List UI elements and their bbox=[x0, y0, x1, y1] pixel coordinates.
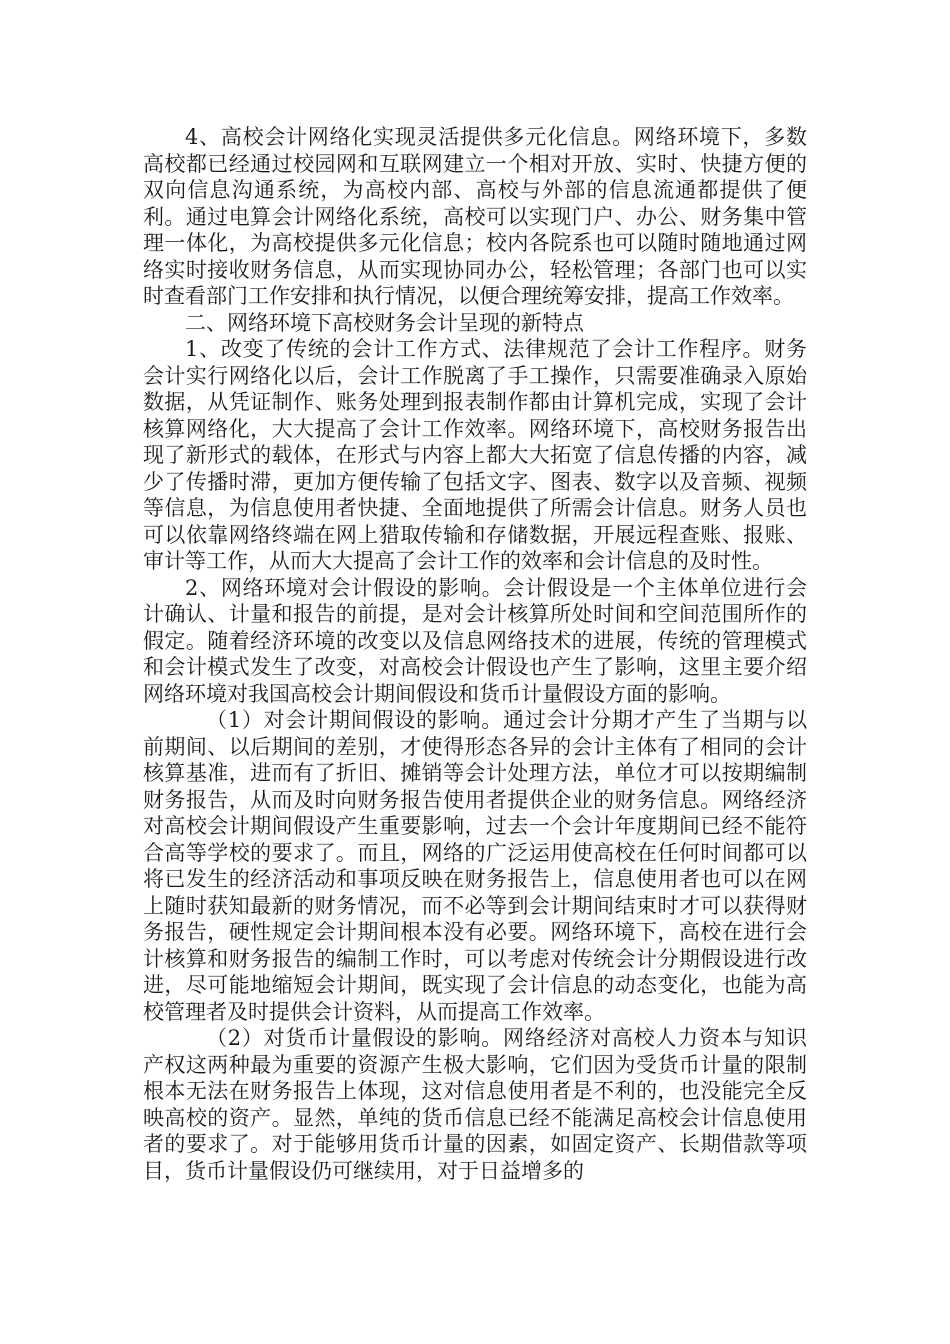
paragraph-accounting-assumption: 2、网络环境对会计假设的影响。会计假设是一个主体单位进行会计确认、计量和报告的前提，是对会计核算所处时间和空间范围所作的假定。随着经济环境的改变以及信息网络技术的进展，传统的管理模式和会计模式发生了改变，对高校会计假设也产生了影响，这里主要介绍网络环境对我国高校会计期间假设和货币计量假设方面的影响。 bbox=[143, 575, 807, 706]
section-heading: 二、网络环境下高校财务会计呈现的新特点 bbox=[185, 310, 584, 335]
document-body bbox=[143, 124, 807, 1184]
paragraph-currency-assumption: （2）对货币计量假设的影响。网络经济对高校人力资本与知识产权这两种最为重要的资源产生极大影响，它们因为受货币计量的限制根本无法在财务报告上体现，这对信息使用者是不利的，也没能完全反映高校的资产。显然，单纯的货币信息已经不能满足高校会计信息使用者的要求了。对于能够用货币计量的因素，如固定资产、长期借款等项目，货币计量假设仍可继续用，对于日益增多的 bbox=[143, 1026, 807, 1183]
paragraph-network-info: 4、高校会计网络化实现灵活提供多元化信息。网络环境下，多数高校都已经通过校园网和互联网建立一个相对开放、实时、快捷方便的双向信息沟通系统，为高校内部、高校与外部的信息流通都提供了便利。通过电算会计网络化系统，高校可以实现门户、办公、财务集中管理一体化，为高校提供多元化信息；校内各院系也可以随时随地通过网络实时接收财务信息，从而实现协同办公，轻松管理；各部门也可以实时查看部门工作安排和执行情况，以便合理统筹安排，提高工作效率。 bbox=[143, 125, 807, 308]
paragraph-period-assumption: （1）对会计期间假设的影响。通过会计分期才产生了当期与以前期间、以后期间的差别，才使得形态各异的会计主体有了相同的会计核算基准，进而有了折旧、摊销等会计处理方法，单位才可以按期编制财务报告，从而及时向财务报告使用者提供企业的财务信息。网络经济对高校会计期间假设产生重要影响，过去一个会计年度期间已经不能符合高等学校的要求了。而且，网络的广泛运用使高校在任何时间都可以将已发生的经济活动和事项反映在财务报告上，信息使用者也可以在网上随时获知最新的财务情况，而不必等到会计期间结束时才可以获得财务报告，硬性规定会计期间根本没有必要。网络环境下，高校在进行会计核算和财务报告的编制工作时，可以考虑对传统会计分期假设进行改进，尽可能地缩短会计期间，既实现了会计信息的动态变化，也能为高校管理者及时提供会计资料，从而提高工作效率。 bbox=[143, 708, 807, 1024]
paragraph-work-method: 1、改变了传统的会计工作方式、法律规范了会计工作程序。财务会计实行网络化以后，会计工作脱离了手工操作，只需要准确录入原始数据，从凭证制作、账务处理到报表制作都由计算机完成，实现了会计核算网络化，大大提高了会计工作效率。网络环境下，高校财务报告出现了新形式的载体，在形式与内容上都大大拓宽了信息传播的内容，减少了传播时滞，更加方便传输了包括文字、图表、数字以及音频、视频等信息，为信息使用者快捷、全面地提供了所需会计信息。财务人员也可以依靠网络终端在网上猎取传输和存储数据，开展远程查账、报账、审计等工作，从而大大提高了会计工作的效率和会计信息的及时性。 bbox=[143, 337, 807, 573]
